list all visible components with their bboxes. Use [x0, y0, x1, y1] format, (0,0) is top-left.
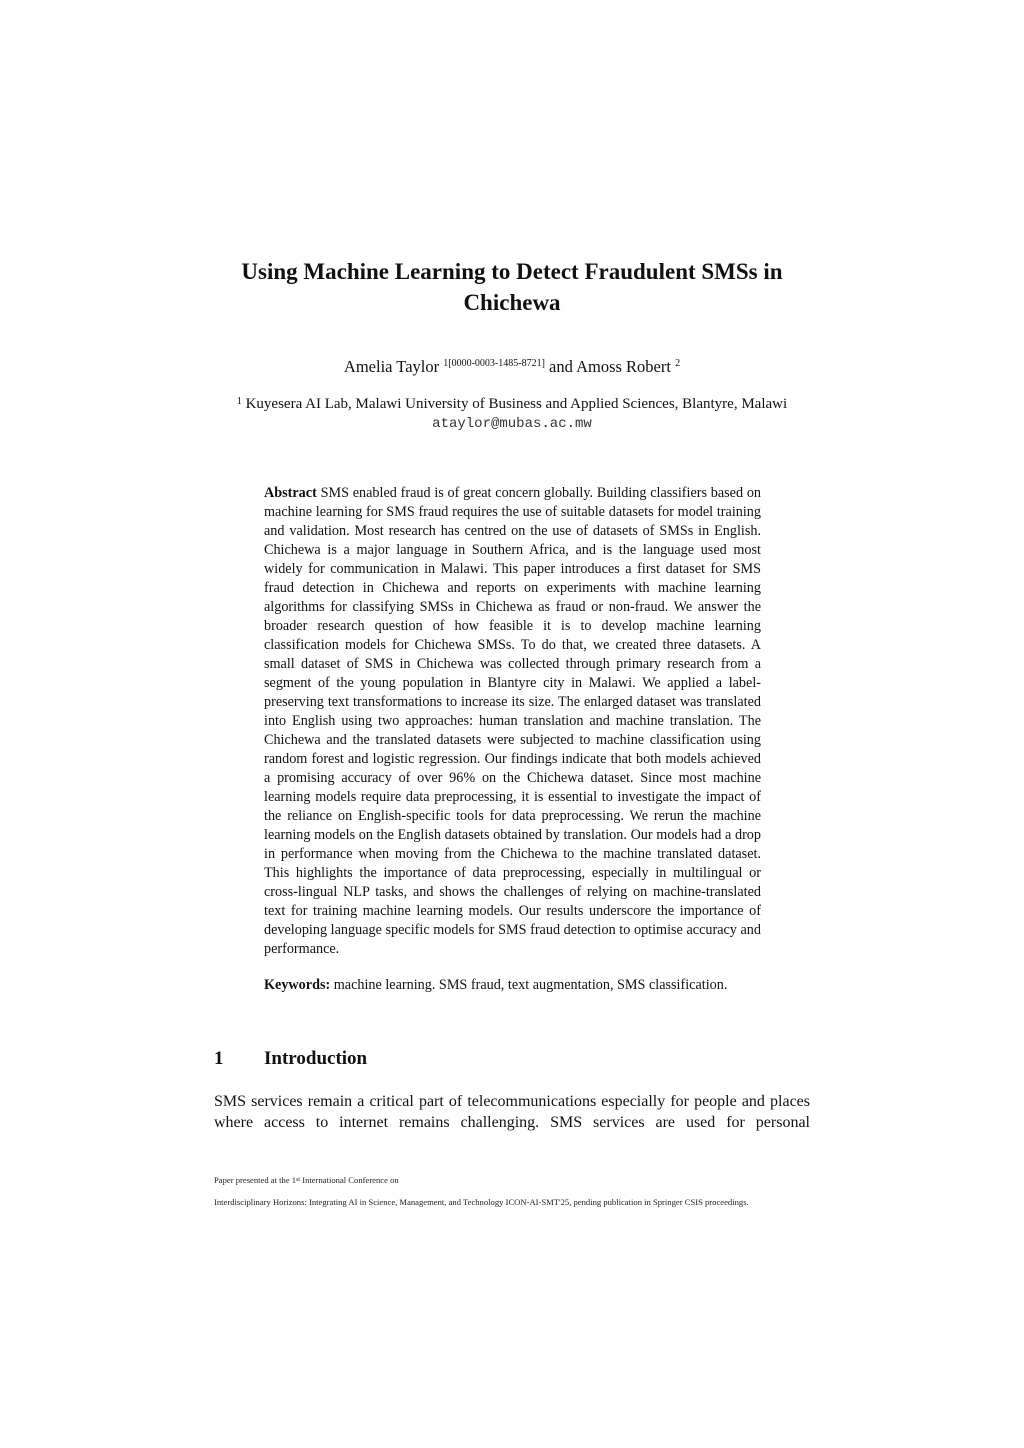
keywords-label: Keywords: [264, 977, 331, 993]
abstract-text: SMS enabled fraud is of great concern globally. Building classifiers based on machine learning for SMS fraud requires the use of suitable datasets for model training and validation. Most research has centred on the use of datasets of SMSs in English. Chichewa is a major language in Southern Africa, and is the language used most widely for communication in Malawi. This paper introduces a first dataset for SMS fraud detection in Chichewa and reports on experiments with machine learning algorithms for classifying SMSs in Chichewa as fraud or non-fraud. We answer the broader research question of how feasible it is to develop machine learning classification models for Chichewa SMSs. To do that, we created three datasets. A small dataset of SMS in Chichewa was collected through primary research from a segment of the young population in Blantyre city in Malawi. We applied a label-preserving text transformations to increase its size. The enlarged dataset was translated into English using two approaches: human translation and machine translation. The Chichewa and the translated datasets were subjected to machine classification using random forest and logistic regression. Our findings indicate that both models achieved a promising accuracy of over 96% on the Chichewa dataset. Since most machine learning models require data preprocessing, it is essential to investigate the impact of the reliance on English-specific tools for data preprocessing. We rerun the machine learning models on the English datasets obtained by translation. Our models had a drop in performance when moving from the Chichewa to the machine translated dataset. This highlights the importance of data preprocessing, especially in multilingual or cross-lingual NLP tasks, and shows the challenges of relying on machine-translated text for training machine learning models. Our results underscore the importance of developing language specific models for SMS fraud detection to optimise accuracy and performance. [264, 485, 762, 957]
keywords [264, 976, 761, 995]
author-1-orcid: 1[0000-0003-1485-8721] [443, 358, 545, 369]
abstract-label: Abstract [264, 485, 317, 501]
section-title: Introduction [264, 1048, 368, 1069]
paper-title [200, 256, 824, 318]
section-heading-introduction [214, 1046, 814, 1072]
keywords-text: machine learning. SMS fraud, text augmentation, SMS classification. [333, 977, 728, 993]
title-line-2: Chichewa [463, 290, 561, 315]
affiliation-sup: 1 [236, 396, 242, 407]
author-connector: and Amoss Robert [549, 357, 671, 376]
introduction-paragraph: SMS services remain a critical part of telecommunications especially for people and places where access to internet remains challenging. SMS services are used for personal [214, 1093, 810, 1131]
footnote-line-1 [214, 1175, 834, 1186]
author-line [200, 355, 824, 379]
section-number: 1 [214, 1048, 224, 1069]
affiliation-block [200, 394, 824, 434]
footnote-line-2: Interdisciplinary Horizons: Integrating AI in Science, Management, and Technology ICON-AI-SMT'25, pending publication in Springer CSIS proceedings. [214, 1197, 749, 1207]
footnote-line-1-sup: st [296, 1177, 301, 1183]
footnote-line-1-post: International Conference on [300, 1175, 399, 1185]
affiliation-text: Kuyesera AI Lab, Malawi University of Business and Applied Sciences, Blantyre, Malawi [245, 396, 788, 412]
author-email[interactable]: ataylor@mubas.ac.mw [432, 416, 592, 432]
title-line-1: Using Machine Learning to Detect Fraudulent SMSs in [241, 259, 783, 284]
footnote-line-1-pre: Paper presented at the 1 [214, 1175, 297, 1185]
author-1-name: Amelia Taylor [343, 357, 440, 376]
author-2-sup: 2 [675, 358, 681, 369]
abstract [264, 484, 761, 959]
